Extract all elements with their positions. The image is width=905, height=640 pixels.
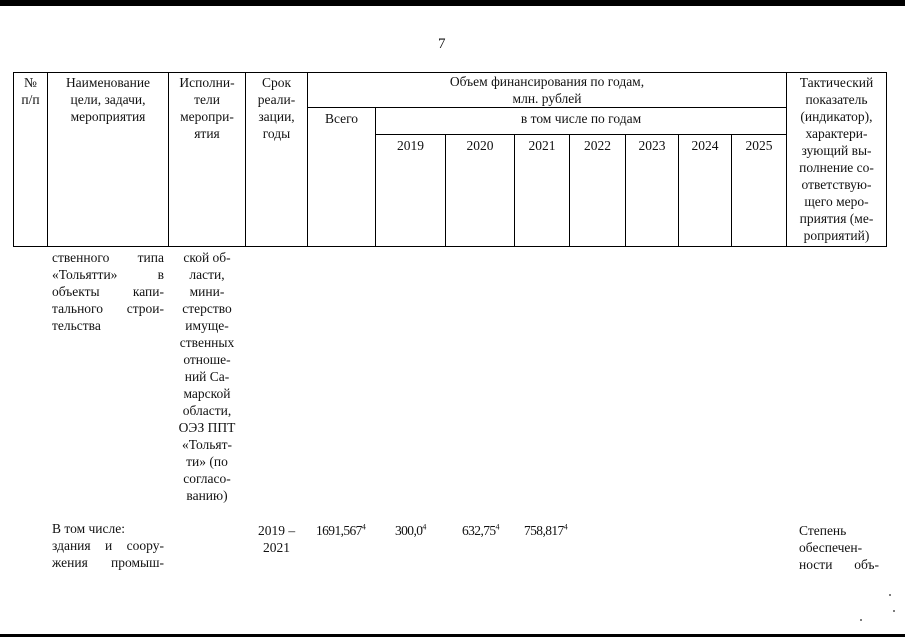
header-indicator: Тактический показатель (индикатор), характери- зующий вы- полнение со- ответствую- щего меро- приятия (ме- роприятий) <box>799 75 874 243</box>
including-row-2020: 632,75$^4$ <box>462 522 499 538</box>
header-year: 2023 <box>638 138 666 153</box>
header-total: Всего <box>324 111 359 126</box>
page-number: 7 <box>438 36 446 52</box>
including-row-2019: 300,0$^4$ <box>395 522 426 538</box>
header-num: № п/п <box>21 75 40 107</box>
bottom-border-rule <box>0 634 905 637</box>
header-by-years: в том числе по годам <box>520 111 642 126</box>
header-year: 2019 <box>397 138 424 153</box>
top-border-rule <box>0 0 905 6</box>
including-row-indicator: Степень обеспечен- ности объ- <box>799 523 879 572</box>
scan-speck <box>889 594 891 596</box>
including-row-term: 2019 – 2021 <box>257 523 296 555</box>
header-name: Наименование цели, задачи, мероприятия <box>65 75 151 124</box>
header-year: 2021 <box>528 138 556 153</box>
including-row-total: 1691,567$^4$ <box>316 522 366 538</box>
continued-row-executors: ской об- ласти, мини- стерство имуще- ственных отноше- ний Са- марской области, ОЭЗ ППТ «Тольят- ти» (по согласо- ванию) <box>178 250 236 503</box>
header-term: Срок реали- зации, годы <box>257 75 296 141</box>
including-row-2021: 758,817$^4$ <box>524 522 568 538</box>
header-year: 2022 <box>584 138 611 153</box>
header-year: 2025 <box>745 138 773 153</box>
header-year: 2024 <box>691 138 719 153</box>
scan-speck <box>893 610 895 612</box>
including-row-name: В том числе: здания и соору- жения промыш- <box>52 521 164 570</box>
header-executors: Исполни- тели меропри- ятия <box>179 75 235 141</box>
header-funding-title: Объем финансирования по годам, млн. рублей <box>449 74 645 106</box>
scan-speck <box>860 619 862 621</box>
header-year: 2020 <box>466 138 494 153</box>
continued-row-name: ственного типа «Тольятти» в объекты капи- тального строи- тельства <box>52 250 164 333</box>
